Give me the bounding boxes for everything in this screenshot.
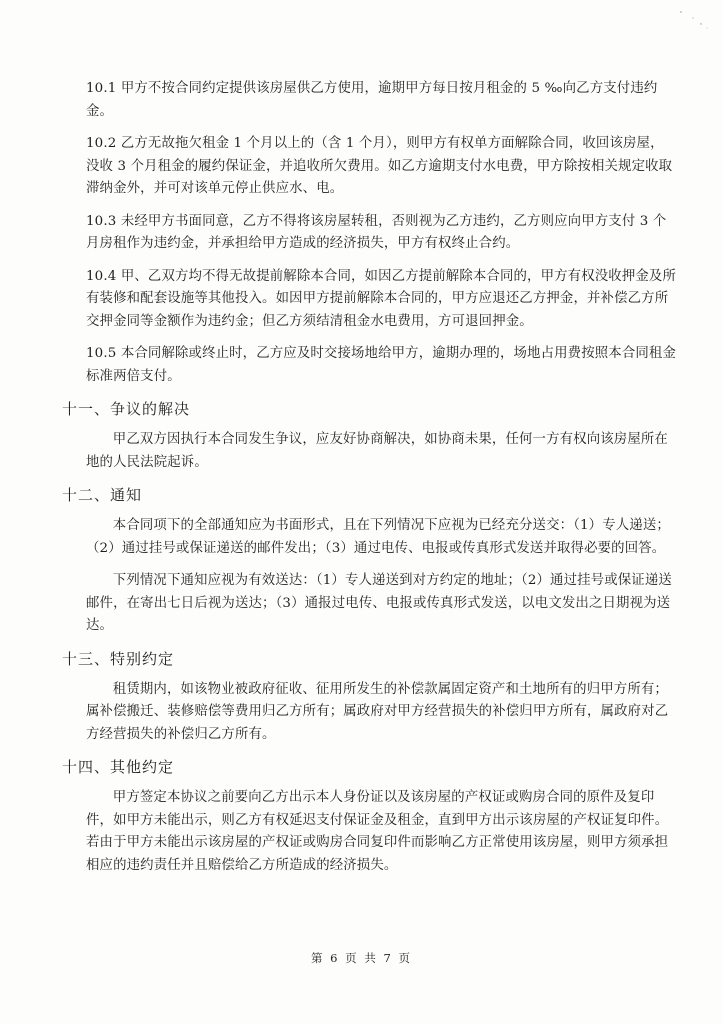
section-14-heading: 十四、其他约定 [62,758,175,776]
clause-10-3: 10.3 未经甲方书面同意，乙方不得将该房屋转租，否则视为乙方违约，乙方则应向甲方支付 3 个月房租作为违约金，并承担给甲方造成的经济损失，甲方有权终止合约。 [86,213,667,251]
scan-specks [673,6,713,36]
section-11-heading: 十一、争议的解决 [62,400,191,418]
clause-10-4: 10.4 甲、乙双方均不得无故提前解除本合同，如因乙方提前解除本合同的，甲方有权没收押金及所有装修和配套设施等其他投入。如因甲方提前解除本合同的，甲方应退还乙方押金，并补偿乙方所交押金同等金额作为违约金；但乙方须结清租金水电费用，方可退回押金。 [86,268,676,329]
section-12-body-2: 下列情况下通知应视为有效送达：（1）专人递送到对方约定的地址；（2）通过挂号或保证递送邮件，在寄出七日后视为送达；（3）通报过电传、电报或传真形式发送，以电文发出之日期视为送达。 [86,573,672,633]
clause-10-5: 10.5 本合同解除或终止时，乙方应及时交接场地给甲方，逾期办理的，场地占用费按照本合同租金标准两倍支付。 [86,346,676,384]
document-body [62,78,682,887]
page-number: 第 6 页 共 7 页 [311,951,412,965]
section-13-heading: 十三、特别约定 [62,649,175,668]
section-13-body: 租赁期内，如该物业被政府征收、征用所发生的补偿款属固定资产和土地所有的归甲方所有；属补偿搬迁、装修赔偿等费用归乙方所有；属政府对甲方经营损失的补偿归甲方所有，属政府对乙方经营损失的补偿归乙方所有。 [86,681,669,742]
section-12-heading: 十二、通知 [62,486,143,504]
section-14-body: 甲方签定本协议之前要向乙方出示本人身份证以及该房屋的产权证或购房合同的原件及复印件，如甲方未能出示，则乙方有权延迟支付保证金及租金，直到甲方出示该房屋的产权证复印件。若由于甲方未能出示该房屋的产权证或购房合同复印件而影响乙方正常使用该房屋，则甲方须承担相应的违约责任并且赔偿给乙方所造成的经济损失。 [86,790,669,873]
section-12-body-1: 本合同项下的全部通知应为书面形式，且在下列情况下应视为已经充分送交：（1）专人递送；（2）通过挂号或保证递送的邮件发出；（3）通过电传、电报或传真形式发送并取得必要的回答。 [86,518,670,556]
section-11-body: 甲乙双方因执行本合同发生争议，应友好协商解决，如协商未果，任何一方有权向该房屋所在地的人民法院起诉。 [86,432,668,470]
clause-10-2: 10.2 乙方无故拖欠租金 1 个月以上的（含 1 个月），则甲方有权单方面解除合同，收回该房屋，没收 3 个月租金的履约保证金，并追收所欠费用。如乙方逾期支付水电费，甲方除按相关规定收取滞纳金外，并可对该单元停止供应水、电。 [86,136,673,196]
clause-10-1: 10.1 甲方不按合同约定提供该房屋供乙方使用，逾期甲方每日按月租金的 5 ‰向乙方支付违约金。 [86,81,658,119]
